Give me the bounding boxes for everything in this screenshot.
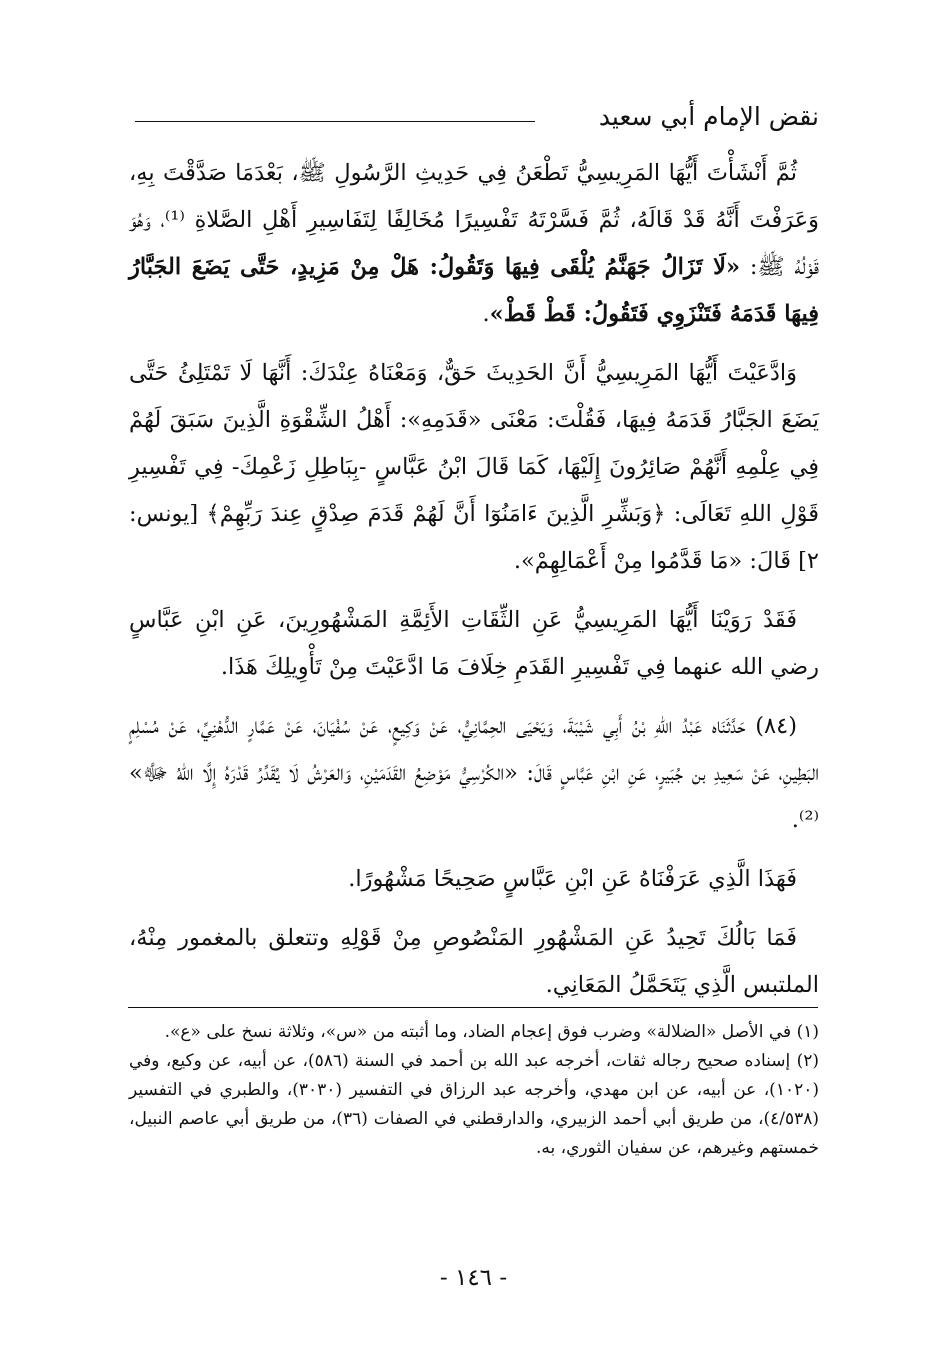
hadith-quote-1: «لَا تَزَالُ جَهَنَّمُ يُلْقَى فِيهَا وَتَقُولُ: هَلْ مِنْ مَزِيدٍ، حَتَّى يَضَعَ الجَبَّارُ فِيهَا قَدَمَهُ فَتَنْزَوِي فَتَقُولُ: قَطْ قَطْ» bbox=[129, 254, 819, 327]
footnote-2: (٢) إسناده صحيح رجاله ثقات، أخرجه عبد الله بن أحمد في السنة (٥٨٦)، عن أبيه، عن وكيع، وفي (١٠٢٠)، عن أبيه، عن ابن مهدي، وأخرجه عبد الرزاق في التفسير (٣٠٣٠)، والطبري في التفسير (٤/٥٣٨)، من طريق أبي أحمد الزبيري، والدارقطني في الصفات (٣٦)، من طريق أبي عاصم النبيل، خمستهم وغيرهم، عن سفيان الثوري، به. bbox=[129, 1051, 819, 1158]
footnote-rule bbox=[128, 1007, 818, 1008]
paragraph-6: فَمَا بَالُكَ تَحِيدُ عَنِ المَشْهُورِ المَنْصُوصِ مِنْ قَوْلِهِ وتتعلق بالمغمور مِنْهُ، الملتبس الَّذِي يَتَحَمَّلُ المَعَانِي. bbox=[129, 925, 819, 998]
header-rule bbox=[135, 121, 535, 122]
paragraph-4 bbox=[129, 703, 819, 844]
paragraph-4-end: ⁽²⁾. bbox=[791, 807, 819, 833]
page-number: - ١٤٦ - bbox=[439, 1265, 508, 1291]
footnotes bbox=[129, 1018, 819, 1163]
main-text bbox=[129, 150, 819, 1021]
paragraph-1 bbox=[129, 150, 819, 338]
running-header: نقض الإمام أبي سعيد bbox=[598, 102, 819, 131]
paragraph-2: وَادَّعَيْتَ أَيُّهَا المَرِيسِيُّ أَنَّ الحَدِيثَ حَقٌّ، وَمَعْنَاهُ عِنْدَكَ: أَنَّهَا لَا تَمْتَلِئُ حَتَّى يَضَعَ الجَبَّارُ قَدَمَهُ فِيهَا، فَقُلْتَ: مَعْنَى «قَدَمِهِ»: أَهْلُ الشِّقْوَةِ الَّذِينَ سَبَقَ لَهُمْ فِي عِلْمِهِ أَنَّهُمْ صَائِرُونَ إِلَيْهَا، كَمَا قَالَ ابْنُ عَبَّاسٍ -بِبَاطِلِ زَعْمِكَ- فِي تَفْسِيرِ قَوْلِ اللهِ تَعَالَى: ﴿وَبَشِّرِ الَّذِينَ ءَامَنُوٓا أَنَّ لَهُمْ قَدَمَ صِدْقٍ عِندَ رَبِّهِمْ﴾ [يونس: ٢] قَالَ: «مَا قَدَّمُوا مِنْ أَعْمَالِهِمْ». bbox=[129, 360, 819, 574]
paragraph-4-text: (٨٤) حَدَّثَنَاه عَبْدُ اللهِ بْنُ أَبِي شَيْبَةَ، وَيَحْيَى الحِمَّانِيُّ، عَنْ وَكِيعٍ، عَنْ سُفْيَانَ، عَنْ عَمَّارٍ الدُّهْنِيِّ، عَنْ مُسْلِمٍ البَطِينِ، عَنْ سَعِيدِ بن جُبَيرٍ، عَنِ ابْنِ عَبَّاسٍ قَالَ: bbox=[129, 713, 820, 786]
footnote-1: (١) في الأصل «الضلالة» وضرب فوق إعجام الضاد، وما أثبته من «س»، وثلاثة نسخ على «ع». bbox=[164, 1022, 819, 1042]
paragraph-3: فَقَدْ رَوَيْنَا أَيُّهَا المَرِيسِيُّ عَنِ الثِّقَاتِ الأَئِمَّةِ المَشْهُورِينَ، عَنِ ابْنِ عَبَّاسٍ رضي الله عنهما فِي تَفْسِيرِ القَدَمِ خِلَافَ مَا ادَّعَيْتَ مِنْ تَأْوِيلِكَ هَذَا. bbox=[129, 607, 819, 680]
hadith-quote-2: «الكُرْسِيُّ مَوْضِعُ القَدَمَيْنِ، وَالعَرْشُ لَا يُقَدِّرُ قَدْرَهُ إِلَّا اللهُ ﷻ» bbox=[129, 760, 518, 786]
paragraph-5: فَهَذَا الَّذِي عَرَفْنَاهُ عَنِ ابْنِ عَبَّاسٍ صَحِيحًا مَشْهُورًا. bbox=[348, 866, 797, 892]
paragraph-1-end: . bbox=[482, 301, 490, 327]
paragraph-1-text: ثُمَّ أَنْشَأْتَ أَيُّهَا المَرِيسِيُّ تَطْعَنُ فِي حَدِيثِ الرَّسُولِ ﷺ، بَعْدَمَا صَدَّقْتَ بِهِ، وَعَرَفْتَ أَنَّهُ قَدْ قَالَهُ، ثُمَّ فَسَّرْتَهُ تَفْسِيرًا مُخَالِفًا لِتَفَاسِيرِ أَهْلِ الصَّلاةِ ⁽¹⁾، وَهُوَ قَوْلُهُ ﷺ: bbox=[129, 160, 819, 280]
